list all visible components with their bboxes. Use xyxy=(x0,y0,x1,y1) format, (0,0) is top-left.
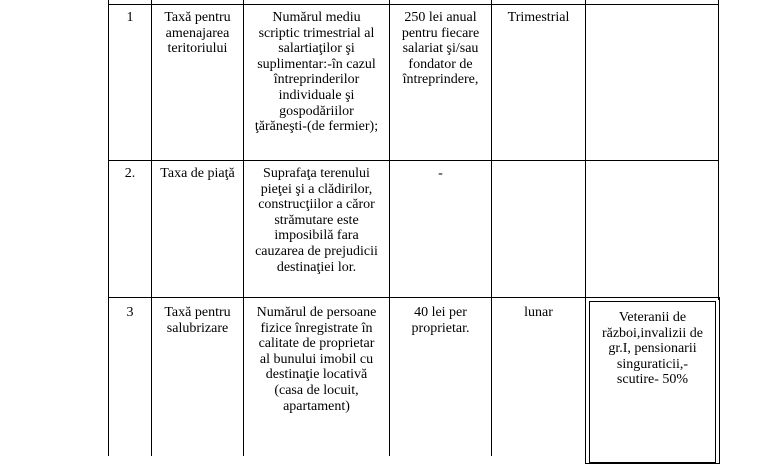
row-1-tax-base: Numărul mediu scriptic trimestrial al salartiaţilor şi suplimentar:-în cazul întreprinderilor individuale şi gospodăriilor ţărăneşti-(de fermier); xyxy=(254,10,379,135)
column-divider xyxy=(108,0,109,456)
row-2-tax-base: Suprafaţa terenului pieţei şi a clădirilor, construcţiilor a căror strămutare este imposibilă fara cauzarea de prejudicii destinaţiei lor. xyxy=(255,166,378,275)
row-2-tax-name: Taxa de piaţă xyxy=(160,166,235,181)
row-3-payment-term: lunar xyxy=(524,305,553,320)
row-2-number: 2. xyxy=(124,166,136,181)
row-3-tax-rate: 40 lei per proprietar. xyxy=(411,305,470,336)
column-divider xyxy=(151,0,152,456)
table-top-border xyxy=(108,4,719,5)
row-3-tax-name: Taxă pentru salubrizare xyxy=(164,305,231,336)
row-3-number: 3 xyxy=(126,305,134,320)
row-1-number: 1 xyxy=(126,10,134,25)
row-1-payment-term: Trimestrial xyxy=(507,10,570,25)
row-3-tax-base: Numărul de persoane fizice înregistrate în calitate de proprietar al bunului imobil cu destinaţie locativă (casa de locuit, apartament) xyxy=(256,305,377,414)
row-1-tax-rate: 250 lei anual pentru fiecare salariat şi/sau fondator de întreprindere, xyxy=(401,10,480,88)
row-1-tax-name: Taxă pentru amenajarea teritoriului xyxy=(164,10,231,57)
row-3-exemptions: Veteranii de război,invalizii de gr.I, pensionarii singuraticii,- scutire- 50% xyxy=(601,310,704,388)
column-divider xyxy=(491,0,492,456)
column-divider xyxy=(718,0,719,300)
row-2-tax-rate: - xyxy=(438,166,443,181)
row-divider xyxy=(108,160,719,161)
